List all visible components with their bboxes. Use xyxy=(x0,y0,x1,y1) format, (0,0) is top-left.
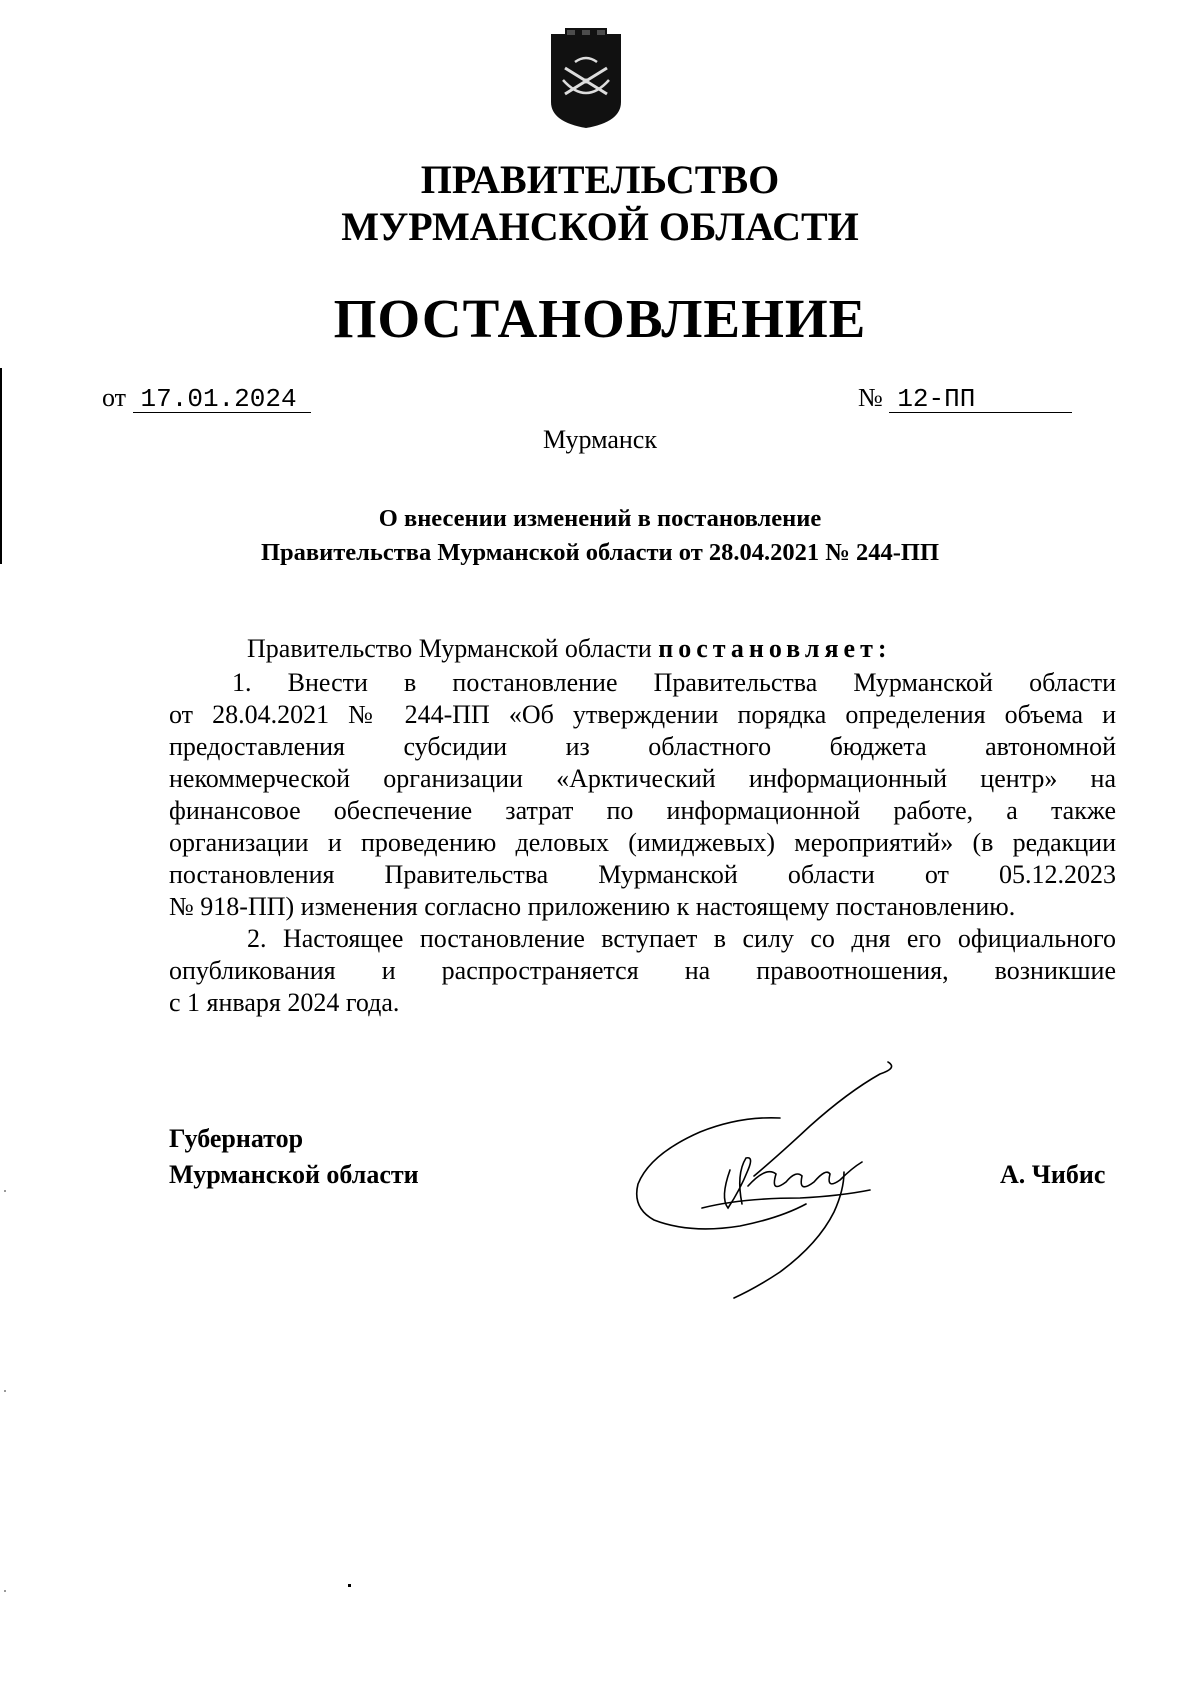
scan-margin-line xyxy=(0,368,2,564)
paragraph-1-line: некоммерческой организации «Арктический информационный центр» на xyxy=(169,764,1116,793)
scan-speck xyxy=(4,1190,6,1192)
number-line xyxy=(858,382,1072,414)
signatory-name: А. Чибис xyxy=(1000,1160,1106,1189)
paragraph-1-line: от 28.04.2021 № 244-ПП «Об утверждении порядка определения объема и xyxy=(169,700,1116,729)
date-prefix: от xyxy=(102,383,127,412)
signatory-position-line1: Губернатор xyxy=(169,1124,304,1153)
coat-of-arms-icon xyxy=(545,28,627,130)
paragraph-2-line: 2. Настоящее постановление вступает в силу со дня его официального xyxy=(247,924,1116,953)
intro-text: Правительство Мурманской области xyxy=(247,634,652,663)
scan-speck xyxy=(4,1390,6,1392)
paragraph-2-line: с 1 января 2024 года. xyxy=(169,988,400,1017)
number-prefix: № xyxy=(858,383,883,412)
intro-paragraph xyxy=(247,633,892,665)
scan-speck xyxy=(348,1584,351,1587)
date-value: 17.01.2024 xyxy=(133,386,311,413)
intro-emphasis: постановляет: xyxy=(658,634,892,663)
paragraph-1-line: предоставления субсидии из областного бюджета автономной xyxy=(169,732,1116,761)
paragraph-1-line: № 918-ПП) изменения согласно приложению к настоящему постановлению. xyxy=(169,892,1016,921)
paragraph-1-line: 1. Внести в постановление Правительства Мурманской области xyxy=(232,668,1116,697)
document-type-heading: ПОСТАНОВЛЕНИЕ xyxy=(333,288,867,349)
city-name: Мурманск xyxy=(543,425,657,454)
scan-speck xyxy=(4,1590,6,1592)
paragraph-1-line: финансовое обеспечение затрат по информационной работе, а также xyxy=(169,796,1116,825)
paragraph-1-line: организации и проведению деловых (имиджевых) мероприятий» (в редакции xyxy=(169,828,1116,857)
document-title-line1: О внесении изменений в постановление xyxy=(378,505,822,532)
government-name-line1: ПРАВИТЕЛЬСТВО xyxy=(420,157,780,202)
number-value: 12-ПП xyxy=(889,386,1072,413)
government-name-line2: МУРМАНСКОЙ ОБЛАСТИ xyxy=(341,204,859,249)
handwritten-signature-icon xyxy=(630,1058,900,1300)
paragraph-2-line: опубликования и распространяется на правоотношения, возникшие xyxy=(169,956,1116,985)
document-title-line2: Правительства Мурманской области от 28.04.2021 № 244-ПП xyxy=(260,539,940,566)
paragraph-1-line: постановления Правительства Мурманской области от 05.12.2023 xyxy=(169,860,1116,889)
signatory-position-line2: Мурманской области xyxy=(169,1160,419,1189)
date-line xyxy=(102,382,311,414)
